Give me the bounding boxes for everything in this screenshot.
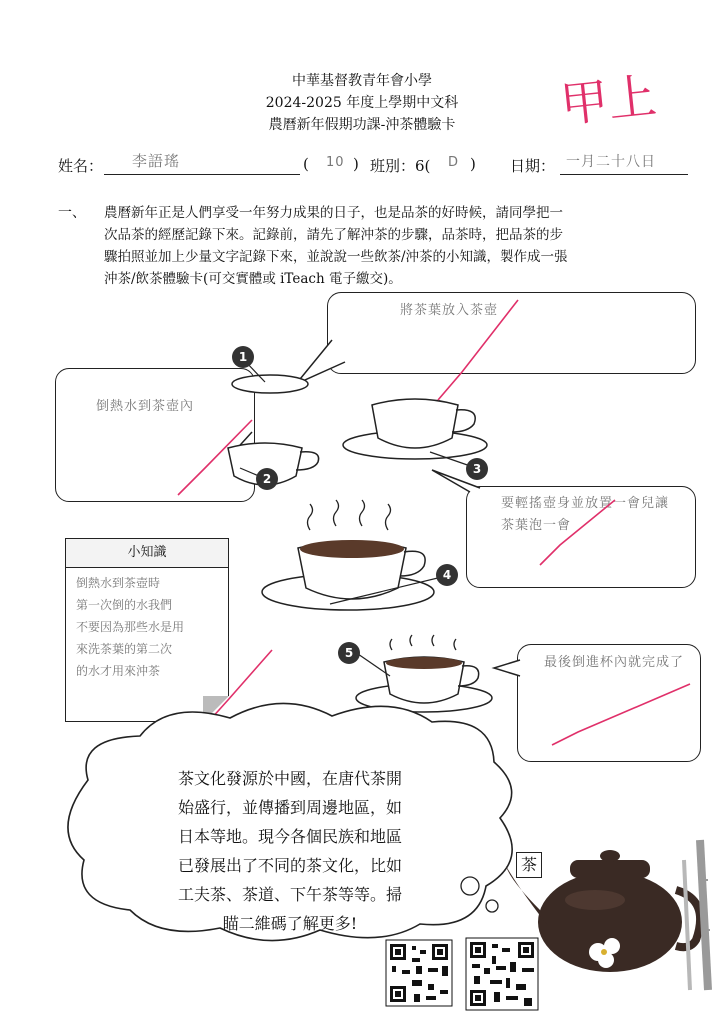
step-number-badge: 5 [338,642,360,664]
instruction-line: 驟拍照並加上少量文字記錄下來，並說說一些飲茶/沖茶的小知識，製作成一張 [104,249,568,265]
check-mark [540,500,615,565]
tea-character-badge: 茶 [516,852,542,878]
check-mark [552,684,690,745]
grade-mark: 甲上 [557,68,660,134]
step-number-badge: 1 [232,346,254,368]
class-number-open: ( [303,155,309,173]
step-number-badge: 3 [466,458,488,480]
cloud-text [88,764,492,938]
step5-tail [494,660,520,676]
tip-line: 倒熱水到茶壺時 [76,576,161,590]
instruction-number: 一、 [58,205,86,221]
cloud-line: 日本等地。現今各個民族和地區 [177,827,402,846]
step-number-badge: 4 [436,564,458,586]
instruction-line: 沖茶/飲茶體驗卡(可交實體或 iTeach 電子繳交)。 [104,271,402,287]
name-value: 李語瑤 [132,152,181,170]
class-label: 班別：6( [370,157,431,175]
class-value: D [448,155,460,170]
cloud-line: 茶文化發源於中國，在唐代茶開 [177,769,402,788]
step3-cup [372,399,458,448]
tip-line: 來洗茶葉的第二次 [76,642,173,656]
class-close: ) [470,155,476,173]
tip-line: 第一次倒的水我們 [76,598,173,612]
tip-line: 不要因為那些水是用 [76,620,185,634]
term-title: 2024-2025 年度上學期中文科 [265,95,459,111]
assignment-title: 農曆新年假期功課-沖茶體驗卡 [268,117,456,133]
step3-text: 要輕搖壺身並放置一會兒讓茶葉泡一會 [501,496,670,533]
step4-tea [300,540,404,558]
step5-steam [390,635,456,650]
cloud-line: 始盛行，並傳播到周邊地區，如 [177,798,402,817]
qr-code-icon [386,940,452,1006]
step4-steam [308,500,391,530]
school-name: 中華基督教青年會小學 [292,73,432,89]
step-number-badge: 2 [256,468,278,490]
cloud-line: 已發展出了不同的茶文化，比如 [177,856,402,875]
class-number-close: ) [353,155,359,173]
tips-title: 小知識 [66,539,228,568]
tea-leaves-plate [232,375,308,393]
step1-tail [296,340,345,384]
date-label: 日期： [510,157,556,175]
check-mark [438,300,518,400]
step1-text: 將茶葉放入茶壺 [400,303,499,318]
date-value: 一月二十八日 [566,154,656,170]
tip-line: 的水才用來沖茶 [76,664,161,678]
name-label: 姓名： [58,157,104,175]
cloud-line: 瞄二維碼了解更多! [222,914,358,933]
class-number-value: 10 [326,155,345,170]
instruction-line: 農曆新年正是人們享受一年努力成果的日子，也是品茶的好時候，請同學把一 [104,205,563,221]
cloud-line: 工夫茶、茶道、下午茶等等。掃 [177,885,402,904]
instruction-line: 次品茶的經歷記錄下來。記錄前，請先了解沖茶的步驟，品茶時，把品茶的步 [104,227,563,243]
step5-text: 最後倒進杯內就完成了 [544,655,685,670]
step2-text: 倒熱水到茶壺內 [96,399,195,414]
qr-code-icon [466,938,538,1010]
